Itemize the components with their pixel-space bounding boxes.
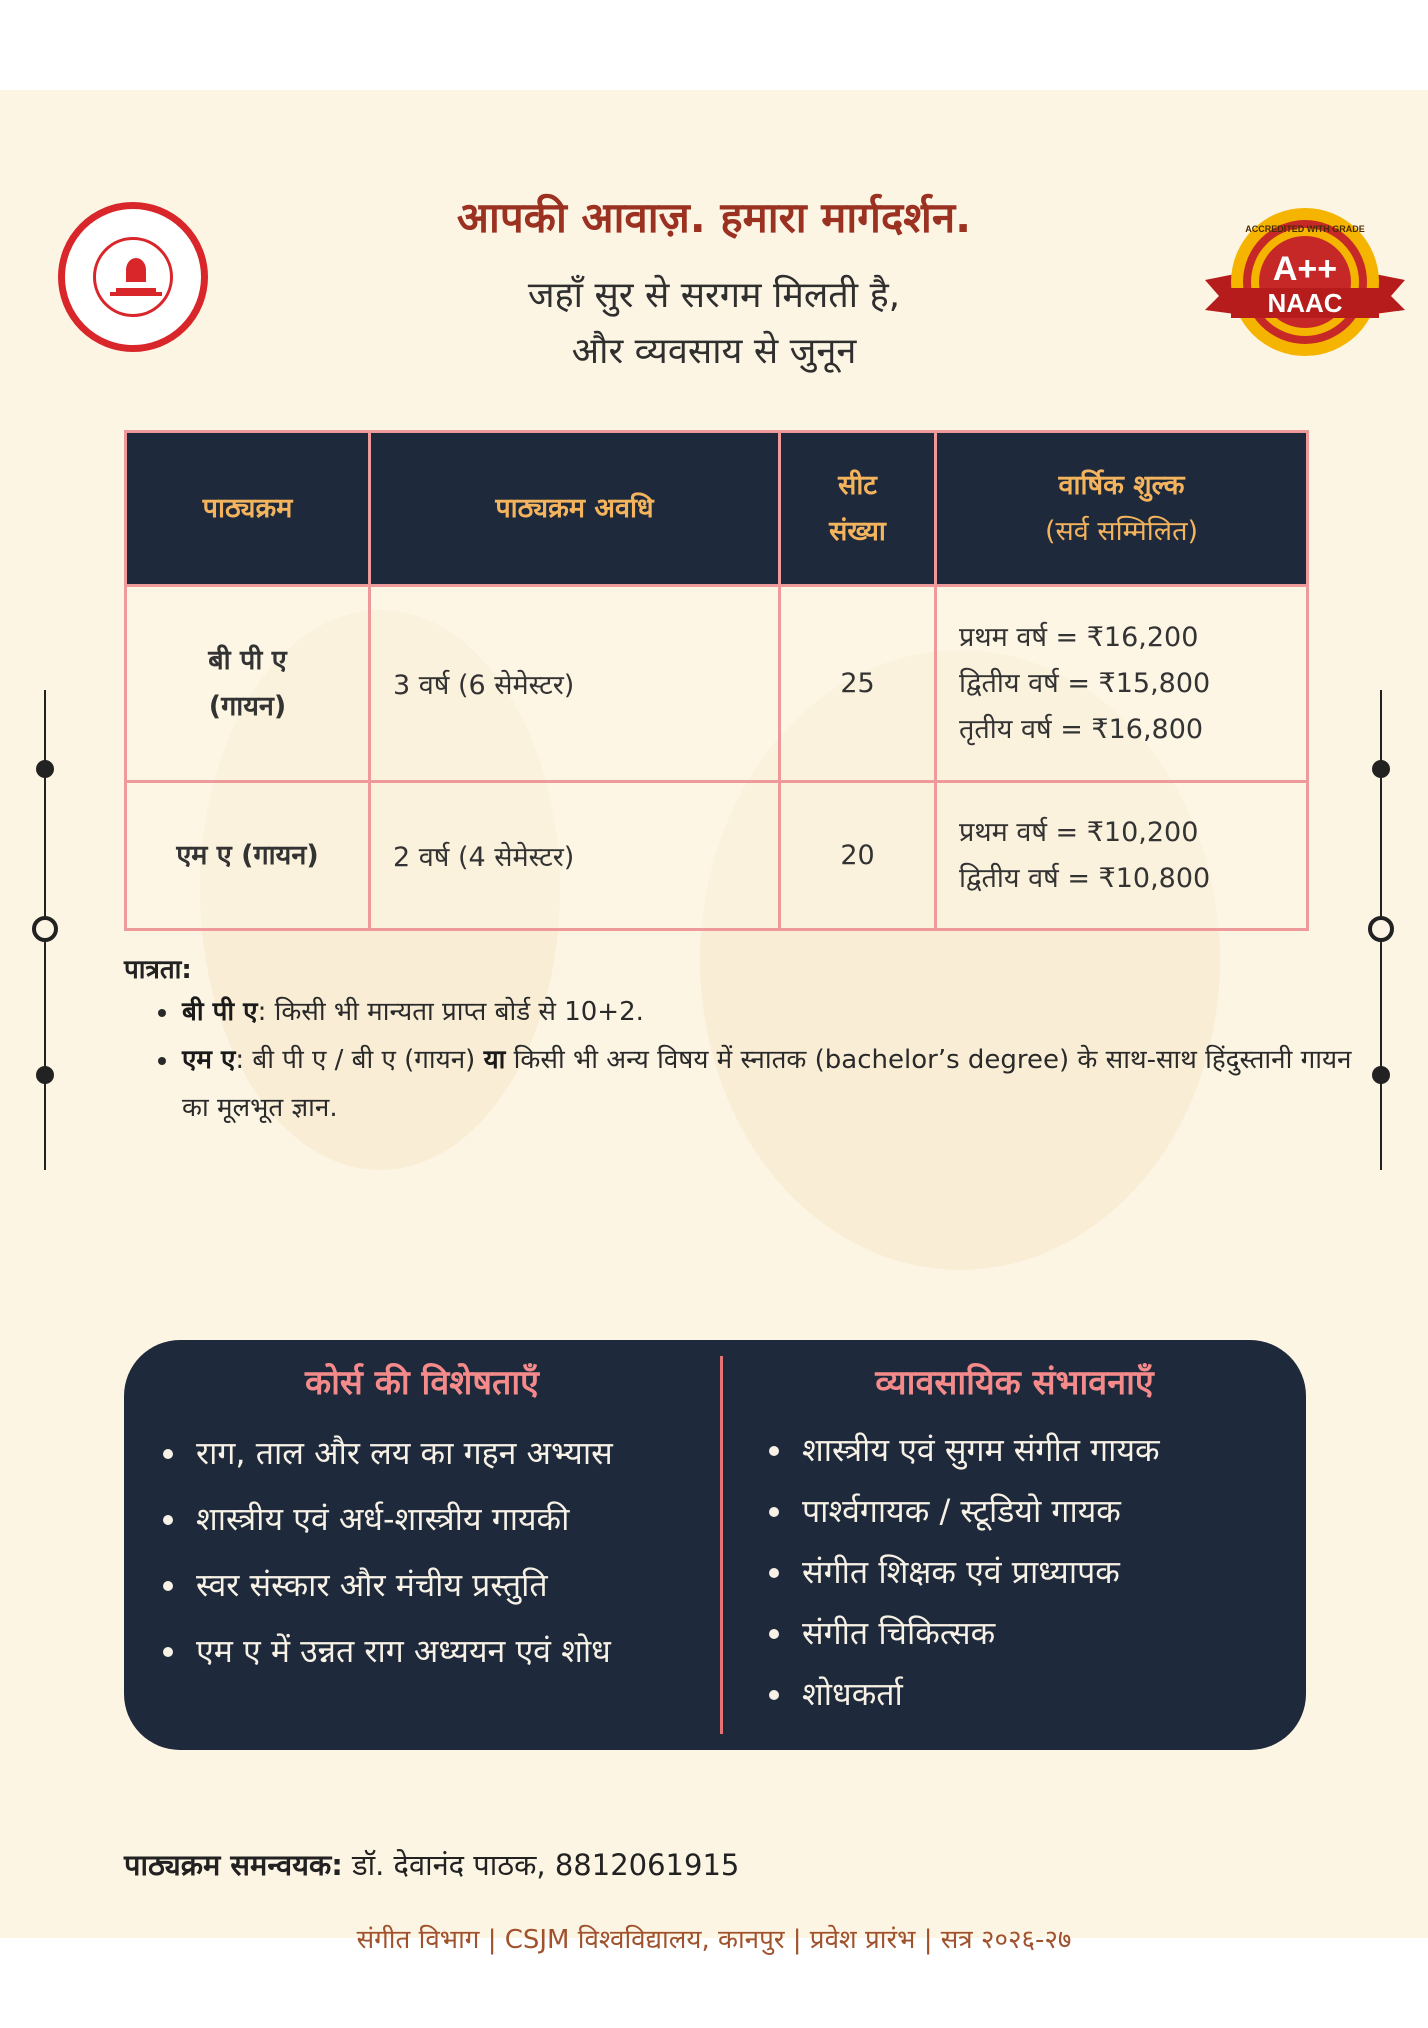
course-seats: 20 bbox=[780, 782, 936, 930]
eligibility-ma-or: या bbox=[483, 1045, 506, 1075]
course-name-ma: एम ए (गायन) bbox=[126, 782, 370, 930]
header-seats-line2: संख्या bbox=[829, 515, 886, 547]
left-ornament-icon bbox=[30, 690, 60, 1170]
subtitle-line-1: जहाँ सुर से सरगम मिलती है, bbox=[527, 275, 901, 316]
list-item: • शोधकर्ता bbox=[796, 1664, 1316, 1725]
flyer-page bbox=[0, 90, 1428, 1955]
course-name-line1: बी पी ए bbox=[208, 644, 287, 676]
course-table bbox=[124, 430, 1309, 931]
course-duration: 2 वर्ष (4 सेमेस्टर) bbox=[370, 782, 780, 930]
fee-line: प्रथम वर्ष = ₹10,200 bbox=[959, 816, 1199, 848]
course-fees bbox=[936, 782, 1308, 930]
fee-line: द्वितीय वर्ष = ₹10,800 bbox=[959, 862, 1211, 894]
footer-text: संगीत विभाग | CSJM विश्वविद्यालय, कानपुर | प्रवेश प्रारंभ | सत्र २०२६-२७ bbox=[356, 1925, 1072, 1955]
course-features-list bbox=[152, 1420, 740, 1684]
header-course: पाठ्यक्रम bbox=[126, 432, 370, 586]
list-item: • संगीत चिकित्सक bbox=[796, 1603, 1316, 1664]
career-prospects-list bbox=[758, 1420, 1316, 1725]
table-row bbox=[126, 782, 1308, 930]
fee-line: तृतीय वर्ष = ₹16,800 bbox=[959, 713, 1204, 745]
list-item: • शास्त्रीय एवं अर्ध-शास्त्रीय गायकी bbox=[190, 1486, 740, 1552]
course-duration: 3 वर्ष (6 सेमेस्टर) bbox=[370, 586, 780, 782]
coordinator-info bbox=[124, 1845, 739, 1884]
list-item: • शास्त्रीय एवं सुगम संगीत गायक bbox=[796, 1420, 1316, 1481]
naac-label: NAAC bbox=[1267, 288, 1343, 318]
subtitle-line-2: और व्यवसाय से जुनून bbox=[571, 331, 857, 372]
eligibility-ma-text1: : बी पी ए / बी ए (गायन) bbox=[235, 1045, 484, 1075]
course-name-line2: (गायन) bbox=[208, 690, 287, 722]
right-ornament-icon bbox=[1366, 690, 1396, 1170]
header-fee-line2: (सर्व सम्मिलित) bbox=[1044, 515, 1199, 547]
coordinator-value: डॉ. देवानंद पाठक, 8812061915 bbox=[342, 1848, 740, 1882]
fee-line: द्वितीय वर्ष = ₹15,800 bbox=[959, 667, 1211, 699]
naac-grade: A++ bbox=[1272, 250, 1338, 288]
eligibility-ma-label: एम ए bbox=[182, 1045, 236, 1075]
course-seats: 25 bbox=[780, 586, 936, 782]
eligibility-bpa-label: बी पी ए bbox=[182, 997, 258, 1027]
naac-arc-text: ACCREDITED WITH GRADE bbox=[1245, 224, 1365, 234]
header-fee bbox=[936, 432, 1308, 586]
eligibility-list bbox=[124, 988, 1370, 1132]
eligibility-ma-text2: किसी भी अन्य विषय में स्नातक (bachelor’s degree) के साथ-साथ हिंदुस्तानी गायन का मूलभूत ज्ञान. bbox=[182, 1045, 1352, 1123]
eligibility-title: पात्रता: bbox=[124, 955, 192, 985]
career-prospects-title: व्यावसायिक संभावनाएँ bbox=[875, 1363, 1154, 1403]
table-header-row bbox=[126, 432, 1308, 586]
eligibility-item-ma bbox=[180, 1036, 1370, 1132]
list-item: • एम ए में उन्नत राग अध्ययन एवं शोध bbox=[190, 1618, 740, 1684]
course-features-title: कोर्स की विशेषताएँ bbox=[305, 1363, 539, 1403]
course-fees bbox=[936, 586, 1308, 782]
list-item: • स्वर संस्कार और मंचीय प्रस्तुति bbox=[190, 1552, 740, 1618]
eligibility-bpa-text: : किसी भी मान्यता प्राप्त बोर्ड से 10+2. bbox=[257, 997, 644, 1027]
list-item: • संगीत शिक्षक एवं प्राध्यापक bbox=[796, 1542, 1316, 1603]
header-fee-line1: वार्षिक शुल्क bbox=[1058, 469, 1185, 501]
list-item: • पार्श्वगायक / स्टूडियो गायक bbox=[796, 1481, 1316, 1542]
list-item: • राग, ताल और लय का गहन अभ्यास bbox=[190, 1420, 740, 1486]
course-name-bpa bbox=[126, 586, 370, 782]
header-seats bbox=[780, 432, 936, 586]
features-panel bbox=[124, 1340, 1306, 1750]
header-duration: पाठ्यक्रम अवधि bbox=[370, 432, 780, 586]
header-seats-line1: सीट bbox=[838, 469, 877, 501]
eligibility-item-bpa bbox=[180, 988, 1370, 1036]
table-row bbox=[126, 586, 1308, 782]
coordinator-label: पाठ्यक्रम समन्वयक: bbox=[124, 1848, 343, 1882]
page-title: आपकी आवाज़. हमारा मार्गदर्शन. bbox=[456, 193, 972, 242]
fee-line: प्रथम वर्ष = ₹16,200 bbox=[959, 621, 1199, 653]
